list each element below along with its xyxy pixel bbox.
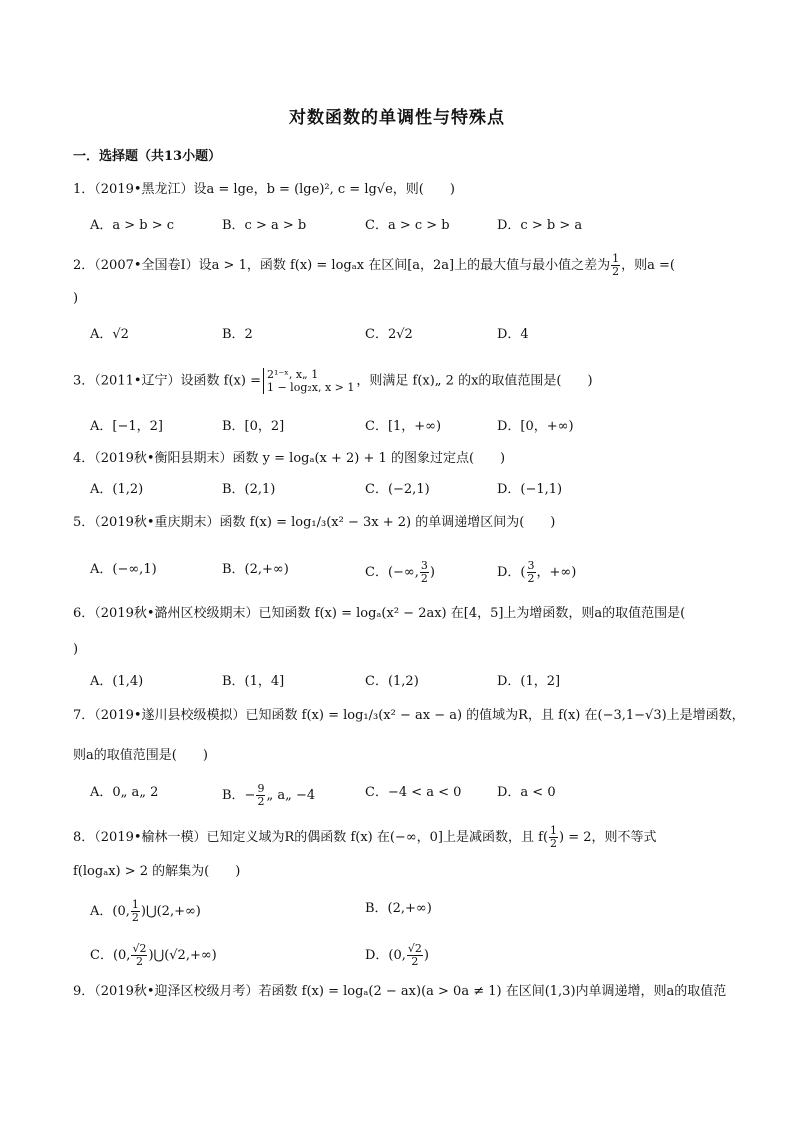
option-text: A．(0, bbox=[90, 904, 130, 919]
option-text: ) bbox=[423, 948, 429, 963]
question-7-option-c: C．−4 < a < 0 bbox=[365, 785, 462, 800]
question-1-option-b: B．c > a > b bbox=[222, 218, 307, 233]
fraction-denominator: 2 bbox=[550, 837, 558, 850]
question-1-option-a: A．a > b > c bbox=[90, 218, 175, 233]
question-6-stem: 6．（2019秋•潞州区校级期末）已知函数 f(x) = logₐ(x² − 2ax) 在[4，5]上为增函数，则a的取值范围是( bbox=[73, 606, 686, 621]
question-2-stem bbox=[73, 253, 675, 278]
fraction-numerator: 1 bbox=[612, 252, 620, 265]
option-fraction bbox=[256, 783, 265, 808]
question-5-option-d bbox=[497, 560, 576, 585]
question-3-stem-part1: 3．（2011•辽宁）设函数 f(x) = bbox=[73, 373, 261, 389]
question-2-stem-continued: ) bbox=[73, 291, 79, 306]
question-3-option-c: C．[1，+∞) bbox=[365, 419, 442, 434]
question-8-option-b: B．(2,+∞) bbox=[365, 901, 432, 916]
fraction-denominator: 2 bbox=[257, 795, 265, 808]
question-6-option-c: C．(1,2) bbox=[365, 674, 419, 689]
question-8-stem-part1: 8．（2019•榆林一模）已知定义域为R的偶函数 f(x) 在(−∞，0]上是减函数，且 f( bbox=[73, 830, 549, 845]
question-5-option-c bbox=[365, 560, 435, 585]
question-3-option-d: D．[0，+∞) bbox=[497, 419, 574, 434]
option-text: C．(0, bbox=[90, 948, 131, 963]
question-2-option-a: A．√2 bbox=[90, 327, 129, 342]
option-text: B．− bbox=[222, 788, 256, 803]
option-text: )⋃(2,+∞) bbox=[140, 904, 201, 919]
question-2-option-b: B．2 bbox=[222, 327, 253, 342]
option-text: D．(0, bbox=[365, 948, 406, 963]
question-8-option-d bbox=[365, 943, 429, 968]
question-4-stem: 4．（2019秋•衡阳县期末）函数 y = logₐ(x + 2) + 1 的图象过定点( ) bbox=[73, 451, 506, 466]
fraction-denominator: 2 bbox=[612, 265, 620, 278]
question-3-option-b: B．[0，2] bbox=[222, 419, 285, 434]
fraction-numerator: 1 bbox=[550, 824, 558, 837]
option-fraction bbox=[131, 943, 147, 968]
option-text: D．( bbox=[497, 565, 526, 580]
question-5-stem: 5．（2019秋•重庆期末）函数 f(x) = log₁/₃(x² − 3x + 2) 的单调递增区间为( ) bbox=[73, 515, 556, 530]
option-text: „ a„ −4 bbox=[266, 788, 316, 803]
question-4-option-c: C．(−2,1) bbox=[365, 482, 430, 497]
fraction-denominator: 2 bbox=[420, 572, 428, 585]
question-4-option-b: B．(2,1) bbox=[222, 482, 276, 497]
question-7-option-b bbox=[222, 783, 315, 808]
question-7-option-a: A．0„ a„ 2 bbox=[90, 785, 159, 800]
question-6-option-b: B．(1，4] bbox=[222, 674, 285, 689]
question-7-stem-continued: 则a的取值范围是( ) bbox=[73, 748, 208, 763]
question-7-stem: 7．（2019•遂川县校级模拟）已知函数 f(x) = log₁/₃(x² − ax − a) 的值域为R，且 f(x) 在(−3,1−√3)上是增函数， bbox=[73, 708, 745, 723]
question-5-option-b: B．(2,+∞) bbox=[222, 562, 289, 577]
question-3-option-a: A．[−1，2] bbox=[90, 419, 163, 434]
question-1-option-d: D．c > b > a bbox=[497, 218, 583, 233]
option-text: C．(−∞, bbox=[365, 565, 419, 580]
question-2-stem-part1: 2．（2007•全国卷Ⅰ）设a > 1，函数 f(x) = logₐx 在区间[a，2a]上的最大值与最小值之差为 bbox=[73, 258, 611, 273]
option-fraction bbox=[420, 560, 429, 585]
question-6-option-a: A．(1,4) bbox=[90, 674, 144, 689]
piecewise-case-2: 1 − log₂x, x > 1 bbox=[266, 381, 355, 394]
question-8-option-c bbox=[90, 943, 217, 968]
fraction-denominator: 2 bbox=[131, 911, 139, 924]
question-1-option-c: C．a > c > b bbox=[365, 218, 450, 233]
question-8-stem bbox=[73, 825, 657, 850]
page-title: 对数函数的单调性与特殊点 bbox=[289, 108, 505, 128]
fraction-numerator: √2 bbox=[132, 942, 147, 955]
question-8-fraction bbox=[549, 825, 558, 850]
option-text: )⋃(√2,+∞) bbox=[148, 948, 217, 963]
fraction-denominator: 2 bbox=[527, 572, 535, 585]
piecewise-function bbox=[263, 368, 354, 394]
fraction-numerator: 9 bbox=[257, 782, 265, 795]
question-7-option-d: D．a < 0 bbox=[497, 785, 556, 800]
option-fraction bbox=[527, 560, 536, 585]
question-1-stem: 1．（2019•黑龙江）设a = lge，b = (lge)², c = lg√e，则( ) bbox=[73, 182, 455, 197]
question-8-stem-part2: ) = 2，则不等式 bbox=[559, 830, 657, 845]
piecewise-case-1: 2¹⁻ˣ, x„ 1 bbox=[266, 368, 319, 381]
question-6-option-d: D．(1，2] bbox=[497, 674, 561, 689]
option-fraction bbox=[131, 899, 140, 924]
question-6-stem-continued: ) bbox=[73, 642, 79, 657]
fraction-denominator: 2 bbox=[411, 955, 419, 968]
question-5-option-a: A．(−∞,1) bbox=[90, 562, 157, 577]
fraction-numerator: 3 bbox=[420, 559, 428, 572]
section-heading: 一．选择题（共13小题） bbox=[73, 149, 222, 164]
question-8-stem-continued: f(logₐx) > 2 的解集为( ) bbox=[73, 864, 241, 879]
question-3-stem-part2: ，则满足 f(x)„ 2 的x的取值范围是( ) bbox=[356, 373, 593, 389]
question-4-option-a: A．(1,2) bbox=[90, 482, 144, 497]
question-3-stem bbox=[73, 368, 593, 394]
fraction-numerator: 1 bbox=[131, 898, 139, 911]
question-2-option-c: C．2√2 bbox=[365, 327, 413, 342]
fraction-denominator: 2 bbox=[135, 955, 143, 968]
question-4-option-d: D．(−1,1) bbox=[497, 482, 563, 497]
option-text: ，+∞) bbox=[536, 565, 577, 580]
question-2-stem-part2: ，则a =( bbox=[621, 258, 675, 273]
question-2-option-d: D．4 bbox=[497, 327, 529, 342]
fraction-numerator: 3 bbox=[527, 559, 535, 572]
question-9-stem: 9．（2019秋•迎泽区校级月考）若函数 f(x) = logₐ(2 − ax)(a > 0a ≠ 1) 在区间(1,3)内单调递增，则a的取值范 bbox=[73, 984, 727, 999]
question-8-option-a bbox=[90, 899, 201, 924]
fraction-numerator: √2 bbox=[407, 942, 422, 955]
option-fraction bbox=[407, 943, 423, 968]
question-2-fraction bbox=[611, 253, 620, 278]
option-text: ) bbox=[429, 565, 435, 580]
